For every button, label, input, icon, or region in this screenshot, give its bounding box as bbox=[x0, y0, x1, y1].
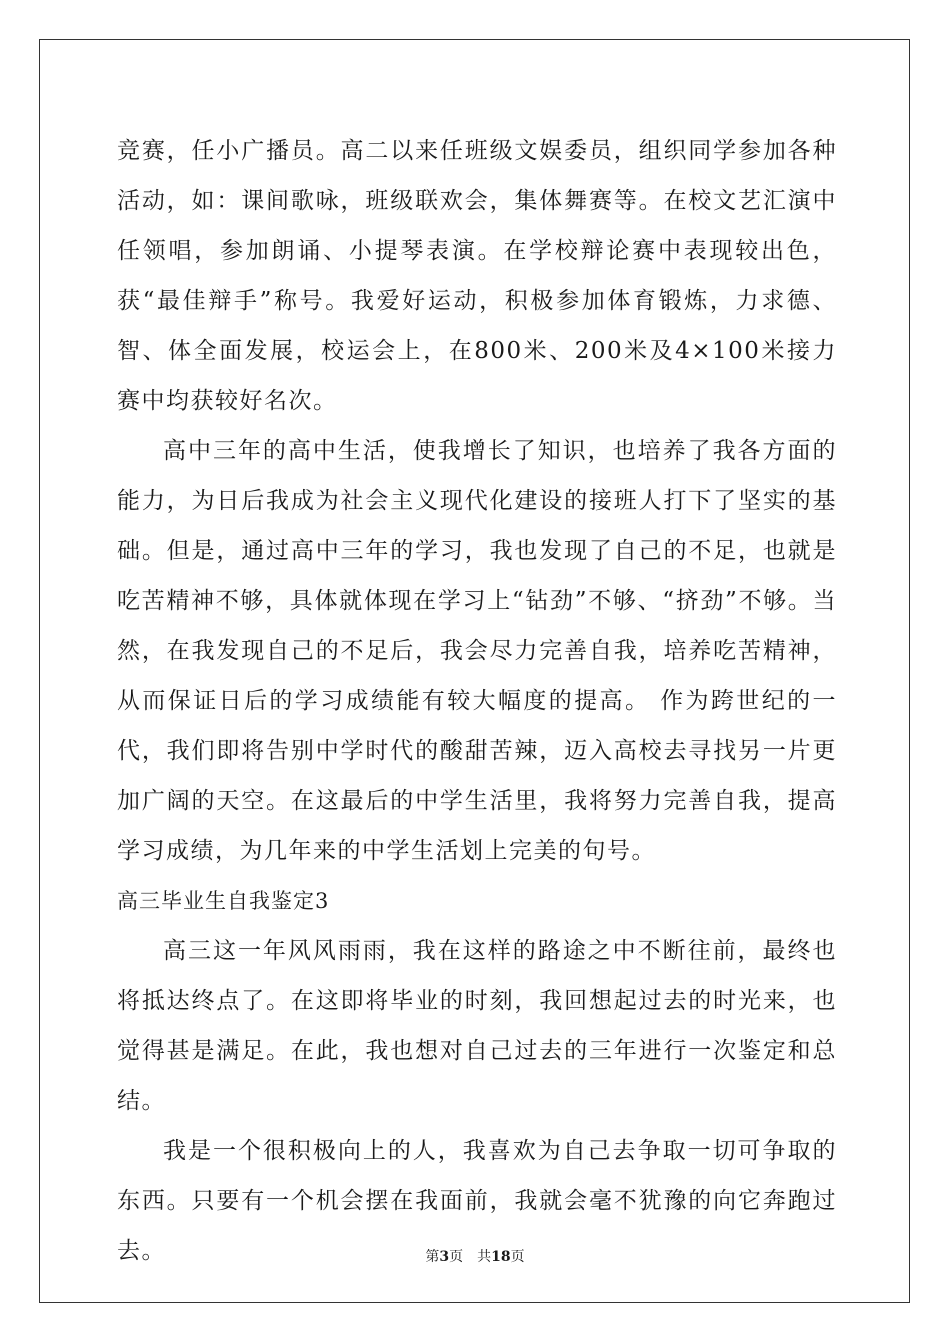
paragraph: 高中三年的高中生活，使我增长了知识，也培养了我各方面的能力，为日后我成为社会主义现代化建设的接班人打下了坚实的基础。但是，通过高中三年的学习，我也发现了自己的不足，也就是吃苦精神不够，具体就体现在学习上“钻劲”不够、“挤劲”不够。当然，在我发现自己的不足后，我会尽力完善自我，培养吃苦精神，从而保证日后的学习成绩能有较大幅度的提高。 作为跨世纪的一代，我们即将告别中学时代的酸甜苦辣，迈入高校去寻找另一片更加广阔的天空。在这最后的中学生活里，我将努力完善自我，提高学习成绩，为几年来的中学生活划上完美的句号。 bbox=[117, 438, 837, 864]
paragraph: 高三这一年风风雨雨，我在这样的路途之中不断往前，最终也将抵达终点了。在这即将毕业的时刻，我回想起过去的时光来，也觉得甚是满足。在此，我也想对自己过去的三年进行一次鉴定和总结。 bbox=[117, 938, 837, 1114]
document-body bbox=[117, 126, 837, 1276]
footer-mid: 页 共 bbox=[449, 1249, 492, 1265]
paragraph: 我是一个很积极向上的人，我喜欢为自己去争取一切可争取的东西。只要有一个机会摆在我面前，我就会毫不犹豫的向它奔跑过去。 bbox=[117, 1138, 837, 1264]
page-footer bbox=[0, 1247, 950, 1267]
footer-suffix: 页 bbox=[510, 1249, 525, 1265]
current-page-number: 3 bbox=[439, 1249, 450, 1265]
footer-prefix: 第 bbox=[425, 1249, 440, 1265]
section-heading: 高三毕业生自我鉴定3 bbox=[117, 889, 330, 913]
total-page-count: 18 bbox=[491, 1249, 511, 1265]
paragraph: 竞赛，任小广播员。高二以来任班级文娱委员，组织同学参加各种活动，如：课间歌咏，班级联欢会，集体舞赛等。在校文艺汇演中任领唱，参加朗诵、小提琴表演。在学校辩论赛中表现较出色，获“最佳辩手”称号。我爱好运动，积极参加体育锻炼，力求德、智、体全面发展，校运会上，在800米、200米及4×100米接力赛中均获较好名次。 bbox=[117, 138, 837, 414]
